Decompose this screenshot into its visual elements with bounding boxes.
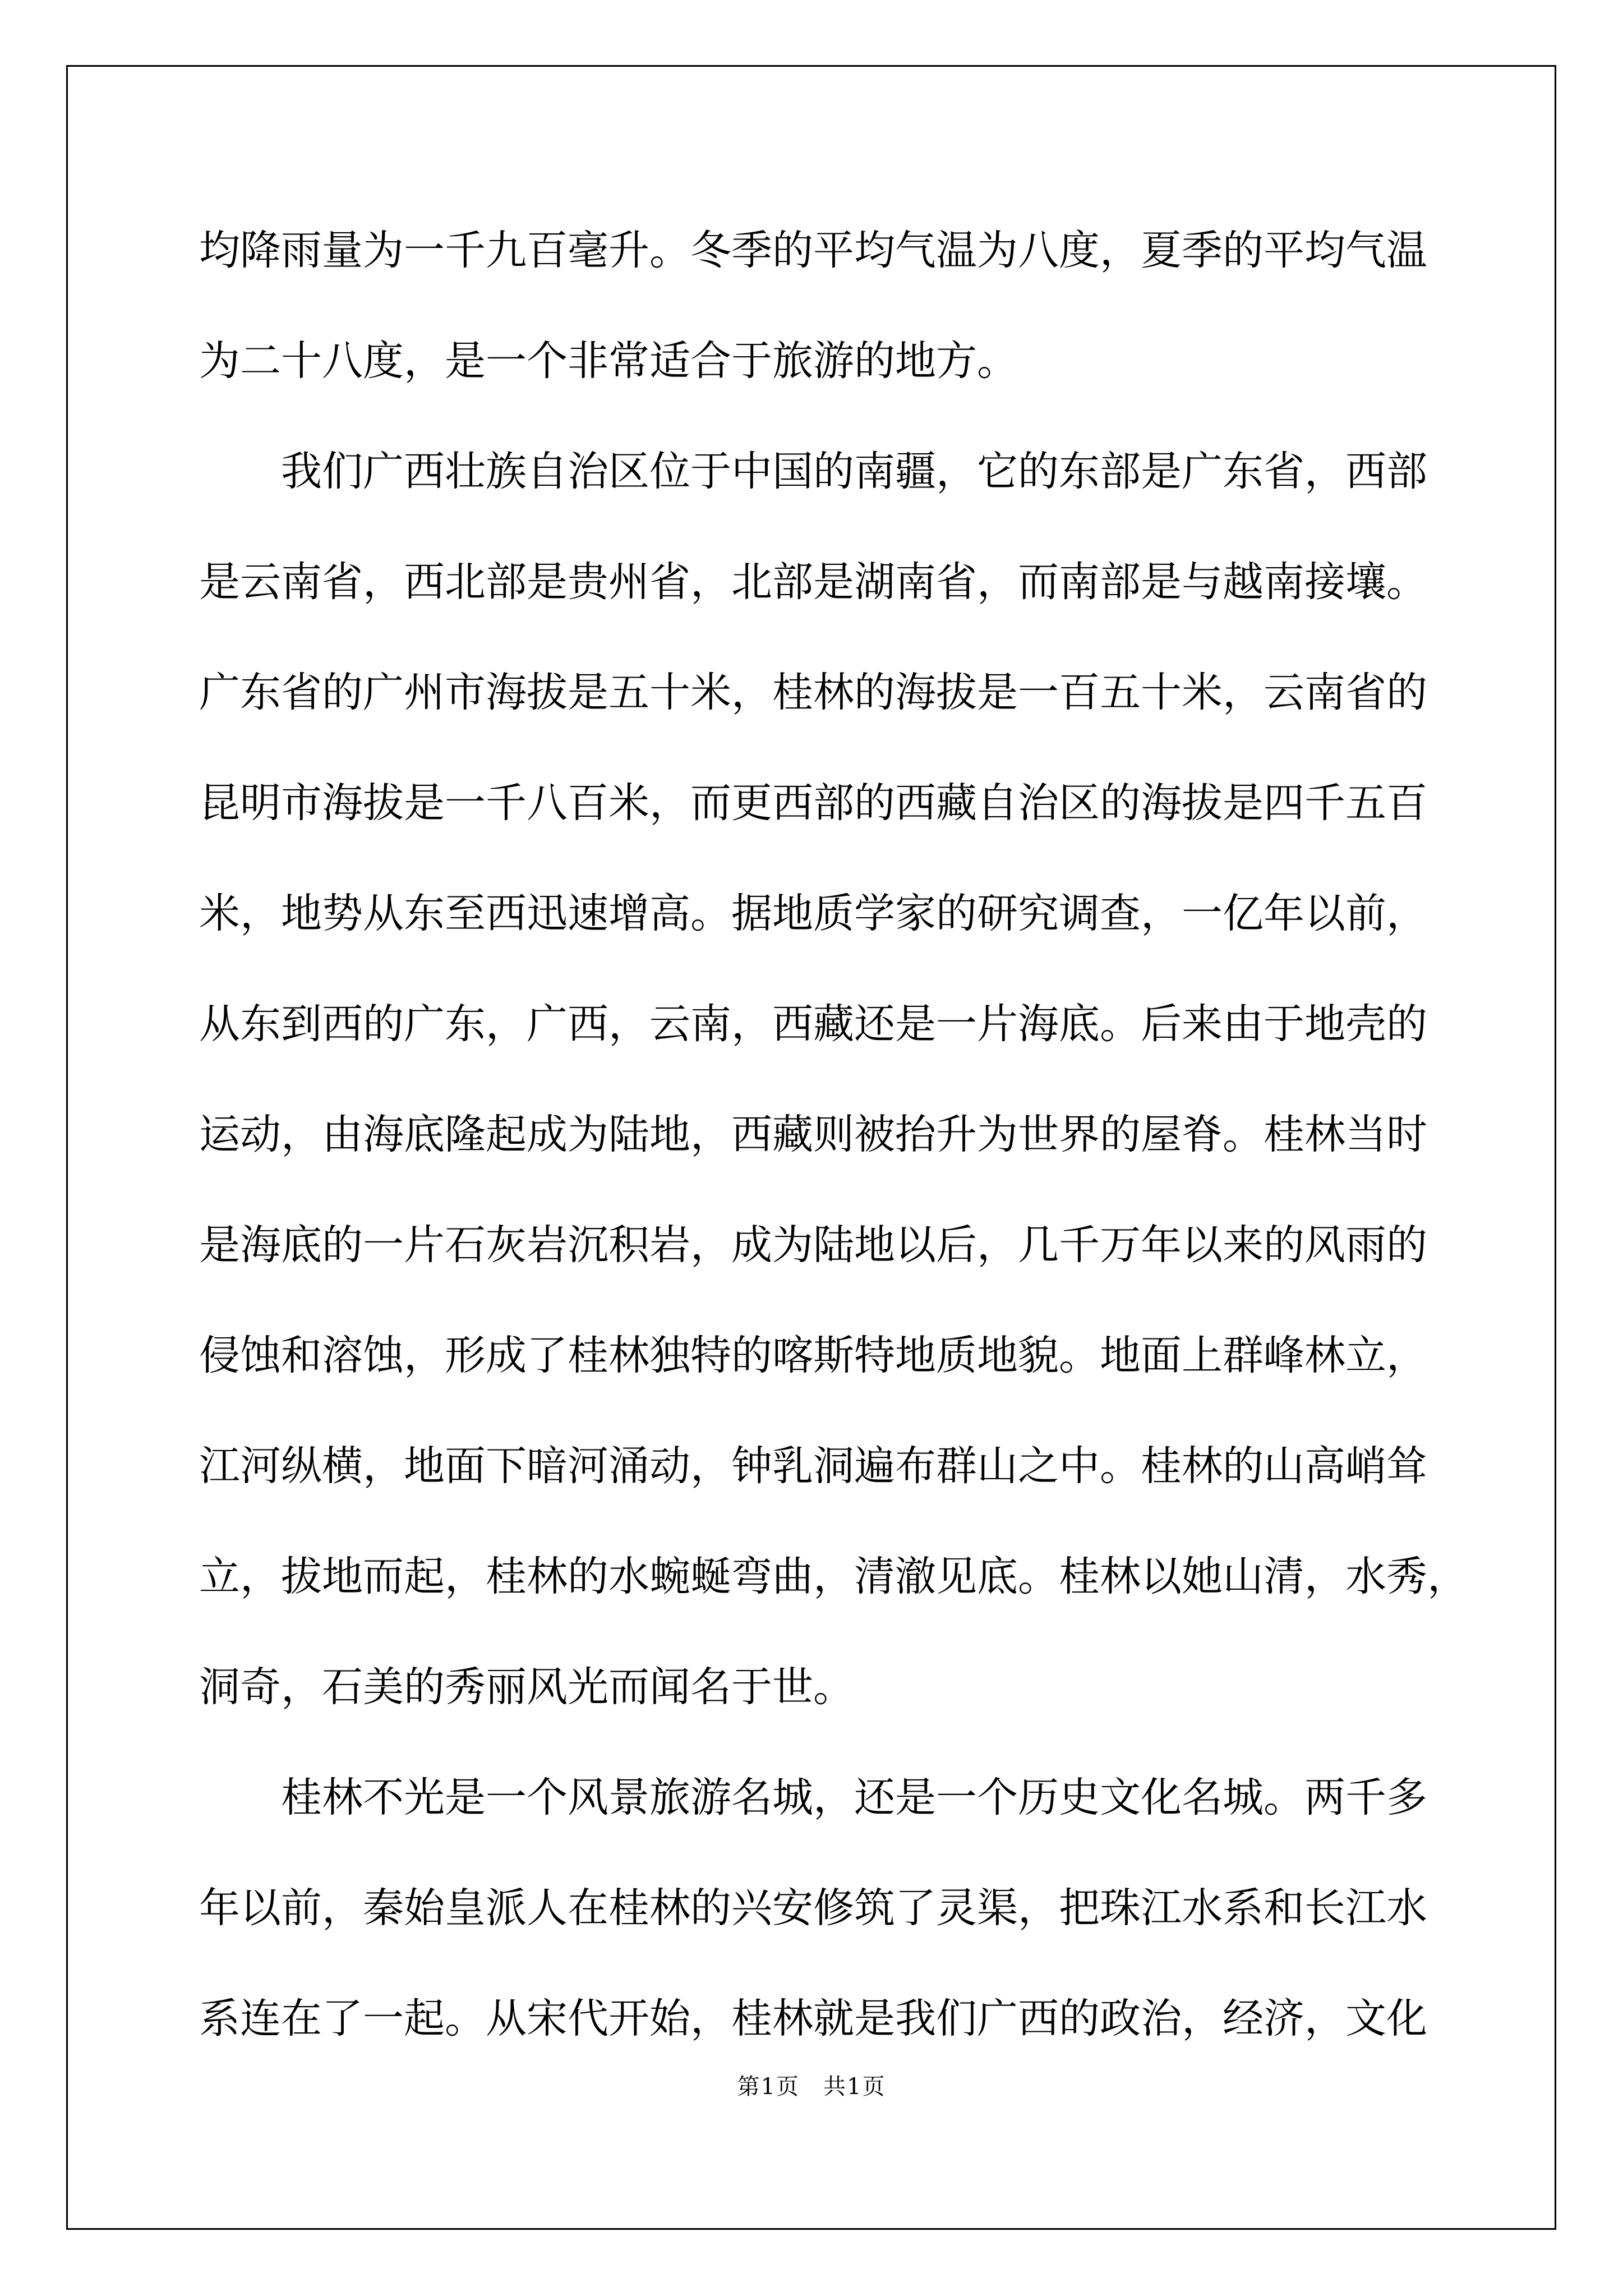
text-line: 运动，由海底隆起成为陆地，西藏则被抬升为世界的屋脊。桂林当时	[199, 1111, 1427, 1158]
text-line: 洞奇，石美的秀丽风光而闻名于世。	[199, 1663, 854, 1711]
text-line: 侵蚀和溶蚀，形成了桂林独特的喀斯特地质地貌。地面上群峰林立，	[199, 1332, 1427, 1379]
text-line: 立，拔地而起，桂林的水蜿蜒弯曲，清澈见底。桂林以她山清，水秀，	[199, 1553, 1468, 1600]
text-line: 江河纵横，地面下暗河涌动，钟乳洞遍布群山之中。桂林的山高峭耸	[199, 1442, 1427, 1490]
page-number-footer: 第1页 共1页	[737, 2074, 886, 2100]
text-line: 为二十八度，是一个非常适合于旅游的地方。	[199, 337, 1018, 385]
text-line: 年以前，秦始皇派人在桂林的兴安修筑了灵渠，把珠江水系和长江水	[199, 1884, 1427, 1932]
text-line: 均降雨量为一千九百毫升。冬季的平均气温为八度，夏季的平均气温	[199, 227, 1427, 274]
text-line: 我们广西壮族自治区位于中国的南疆，它的东部是广东省，西部	[199, 448, 1427, 495]
text-line: 是海底的一片石灰岩沉积岩，成为陆地以后，几千万年以来的风雨的	[199, 1221, 1427, 1269]
text-line: 从东到西的广东，广西，云南，西藏还是一片海底。后来由于地壳的	[199, 1000, 1427, 1048]
document-body	[199, 209, 1468, 2087]
text-line: 是云南省，西北部是贵州省，北部是湖南省，而南部是与越南接壤。	[199, 558, 1427, 606]
text-line: 米，地势从东至西迅速增高。据地质学家的研究调查，一亿年以前，	[199, 890, 1427, 937]
text-line: 桂林不光是一个风景旅游名城，还是一个历史文化名城。两千多	[199, 1774, 1427, 1821]
text-line: 昆明市海拔是一千八百米，而更西部的西藏自治区的海拔是四千五百	[199, 779, 1427, 827]
text-line: 广东省的广州市海拔是五十米，桂林的海拔是一百五十米，云南省的	[199, 669, 1427, 716]
text-line: 系连在了一起。从宋代开始，桂林就是我们广西的政治，经济，文化	[199, 1995, 1427, 2042]
